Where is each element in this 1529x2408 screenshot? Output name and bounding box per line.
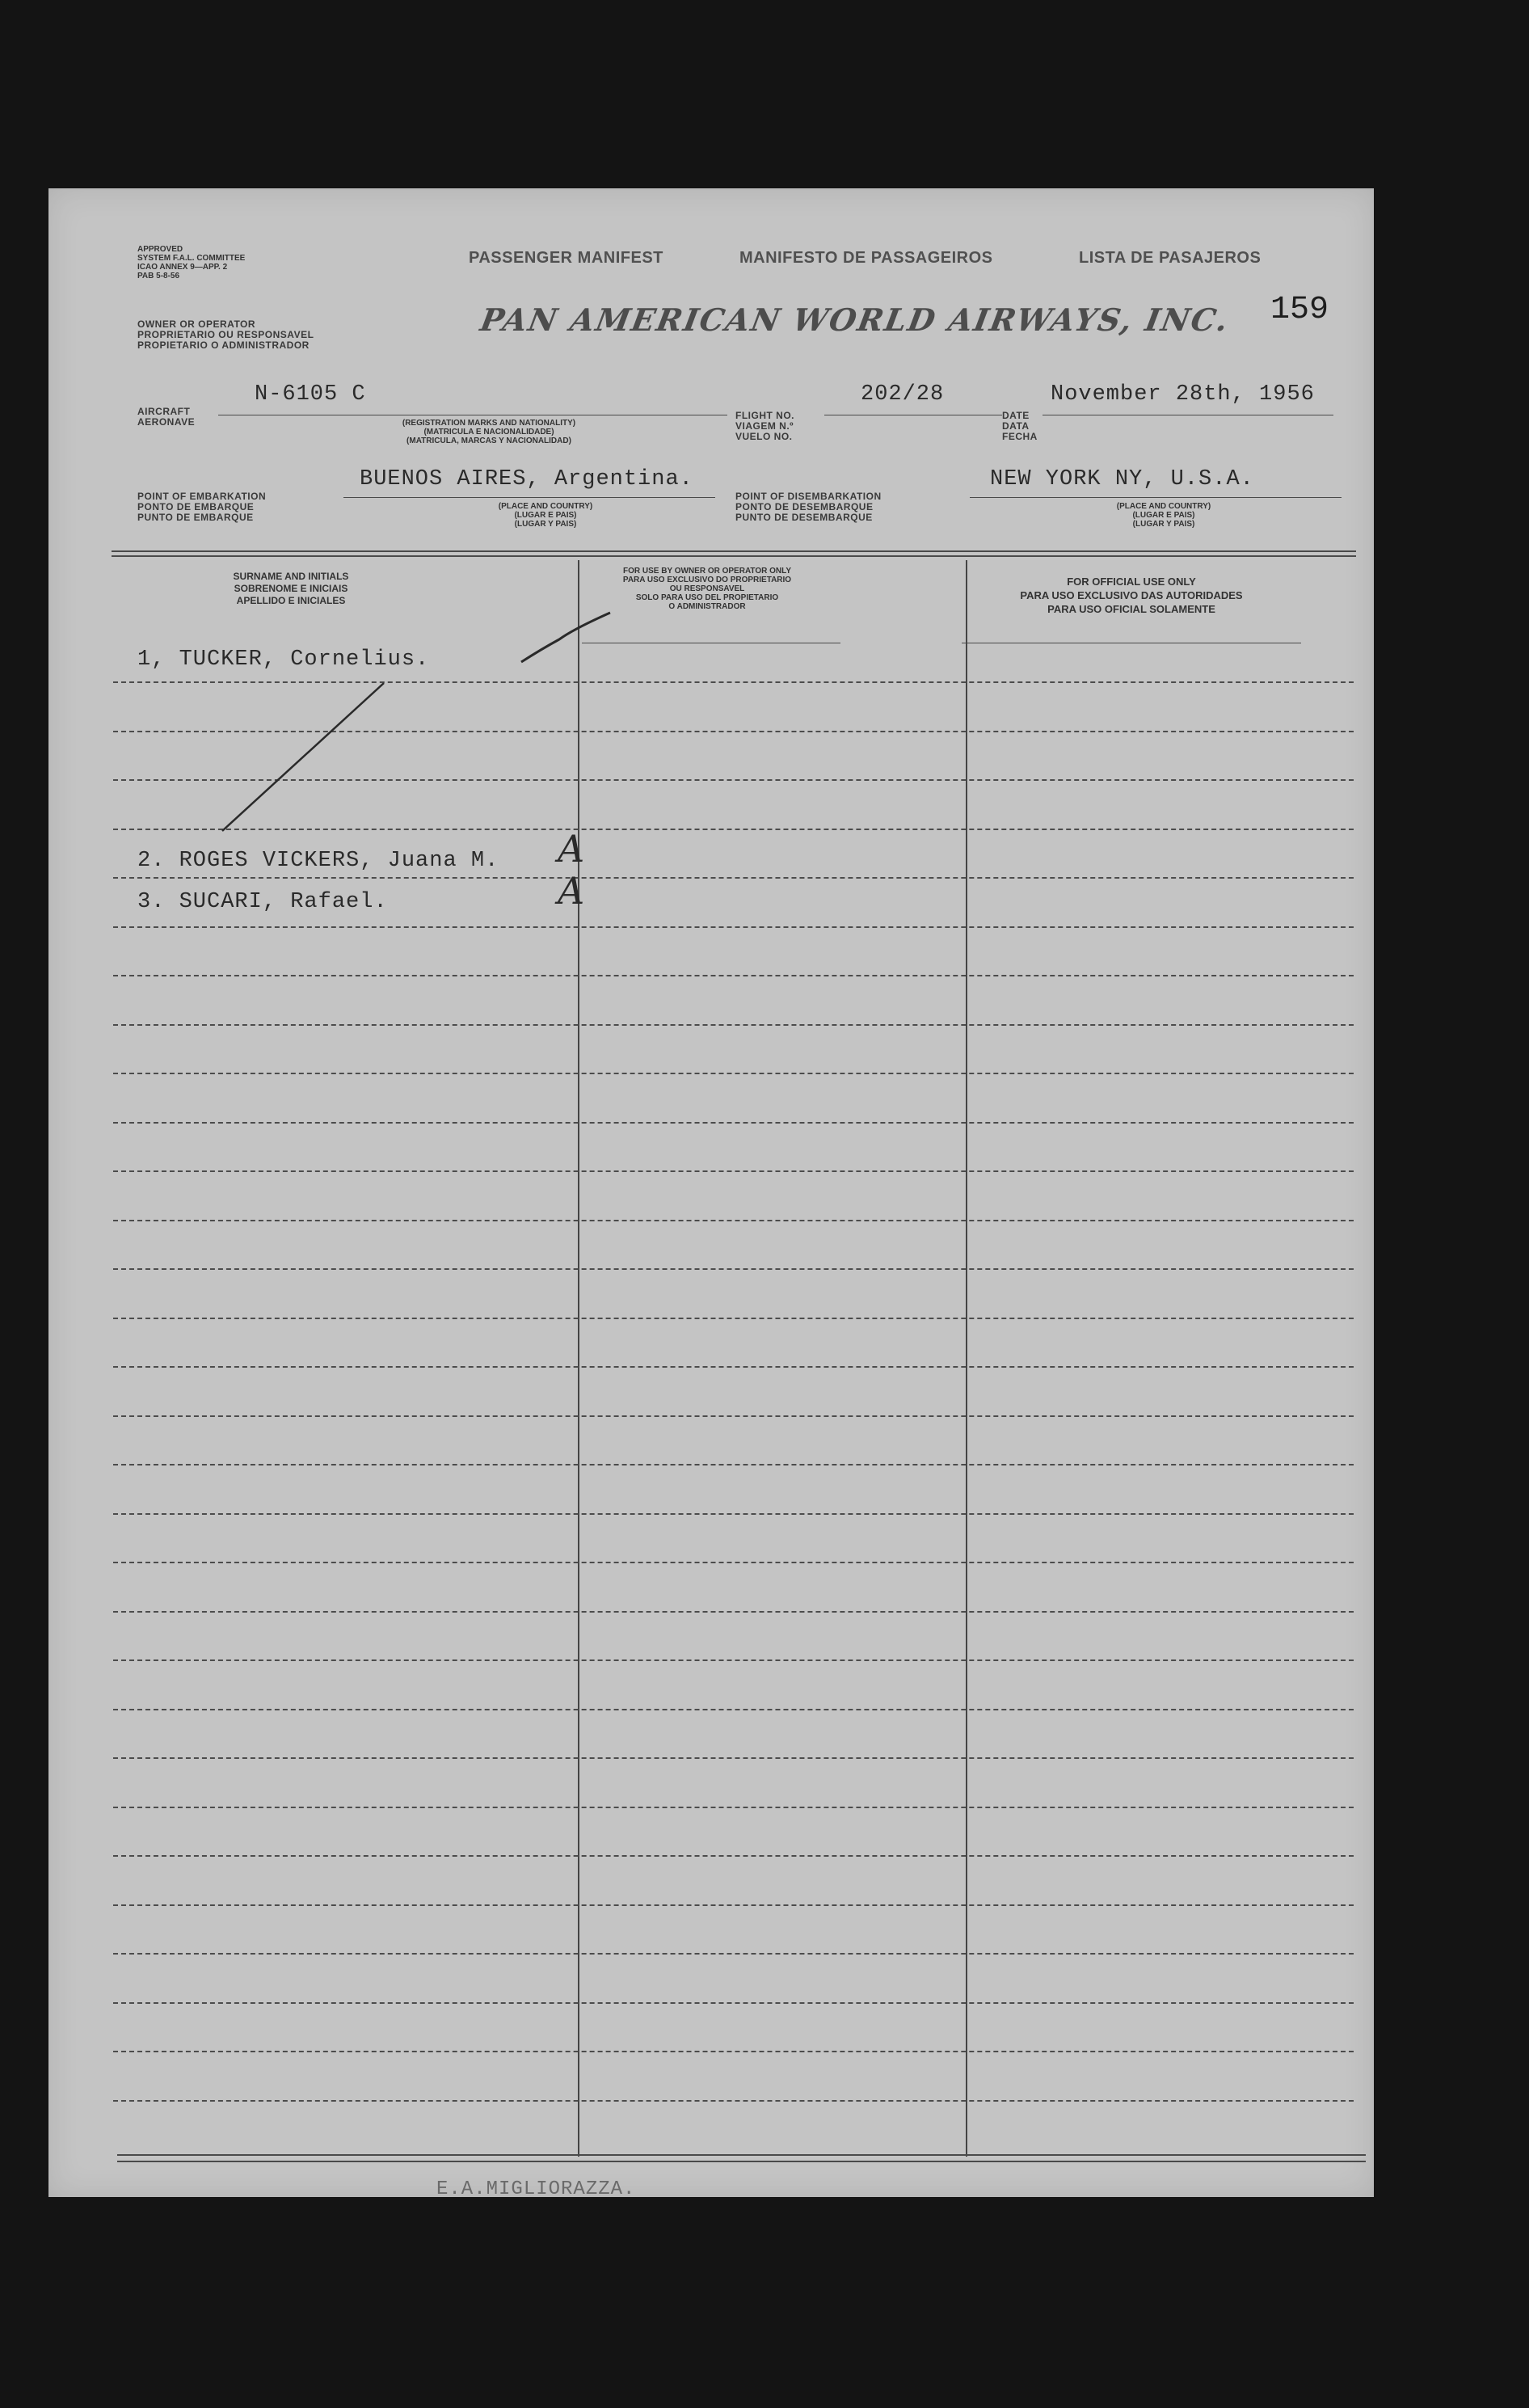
- embarkation-sublabels: (PLACE AND COUNTRY) (LUGAR E PAIS) (LUGAR Y PAIS): [498, 502, 593, 529]
- approval-line: PAB 5-8-56: [137, 272, 180, 280]
- date-label: DATE DATA FECHA: [1002, 410, 1038, 442]
- disembarkation-sublabels: (PLACE AND COUNTRY) (LUGAR E PAIS) (LUGAR Y PAIS): [1116, 502, 1211, 529]
- page-number: 159: [1270, 292, 1329, 328]
- table-bottom-rule: [117, 2154, 1366, 2156]
- flight-value: 202/28: [861, 382, 945, 407]
- table-bottom-rule: [117, 2161, 1366, 2162]
- title-passenger-manifest: PASSENGER MANIFEST: [469, 249, 663, 267]
- title-lista: LISTA DE PASAJEROS: [1079, 249, 1262, 267]
- signature-text: E.A.MIGLIORAZZA.: [436, 2178, 636, 2200]
- check-mark-stroke: [521, 613, 610, 662]
- embarkation-value: BUENOS AIRES, Argentina.: [360, 467, 693, 491]
- disembarkation-label: POINT OF DISEMBARKATION PONTO DE DESEMBARQUE PUNTO DE DESEMBARQUE: [735, 491, 882, 523]
- passenger-entry: 1, TUCKER, Cornelius.: [137, 647, 430, 672]
- title-manifesto: MANIFESTO DE PASSAGEIROS: [739, 249, 993, 267]
- aircraft-value: N-6105 C: [255, 382, 366, 407]
- column-header-operator: FOR USE BY OWNER OR OPERATOR ONLY PARA USO EXCLUSIVO DO PROPRIETARIO OU RESPONSAVEL SOLO PARA USO DEL PROPIETARIO O ADMINISTRADOR: [622, 567, 792, 611]
- aircraft-sublabels: (REGISTRATION MARKS AND NATIONALITY) (MATRICULA E NACIONALIDADE) (MATRICULA, MARCAS Y NACIONALIDAD): [402, 419, 576, 445]
- column-header-official: FOR OFFICIAL USE ONLY PARA USO EXCLUSIVO DAS AUTORIDADES PARA USO OFICIAL SOLAMENTE: [1020, 576, 1243, 615]
- manifest-sheet: [48, 188, 1374, 2197]
- pen-strokes: [48, 188, 1374, 2197]
- airline-name: PAN AMERICAN WORLD AIRWAYS, INC.: [478, 302, 1232, 338]
- disembarkation-value: NEW YORK NY, U.S.A.: [990, 467, 1254, 491]
- diagonal-pen-stroke: [222, 683, 384, 831]
- approval-line: ICAO ANNEX 9—APP. 2: [137, 263, 228, 272]
- column-header-name: SURNAME AND INITIALS SOBRENOME E INICIAIS APELLIDO E INICIALES: [233, 571, 349, 606]
- owner-label: OWNER OR OPERATOR PROPRIETARIO OU RESPONSAVEL PROPIETARIO O ADMINISTRADOR: [137, 318, 314, 351]
- clearance-mark: A: [558, 827, 585, 871]
- clearance-mark: A: [558, 869, 585, 913]
- passenger-entry: 2. ROGES VICKERS, Juana M.: [137, 849, 499, 873]
- approval-line: SYSTEM F.A.L. COMMITTEE: [137, 254, 246, 263]
- flight-label: FLIGHT NO. VIAGEM N.º VUELO NO.: [735, 410, 794, 442]
- embarkation-label: POINT OF EMBARKATION PONTO DE EMBARQUE PUNTO DE EMBARQUE: [137, 491, 267, 523]
- aircraft-label: AIRCRAFT AERONAVE: [137, 406, 196, 428]
- passenger-entry: 3. SUCARI, Rafael.: [137, 890, 388, 914]
- approval-line: APPROVED: [137, 245, 183, 254]
- date-value: November 28th, 1956: [1051, 382, 1315, 407]
